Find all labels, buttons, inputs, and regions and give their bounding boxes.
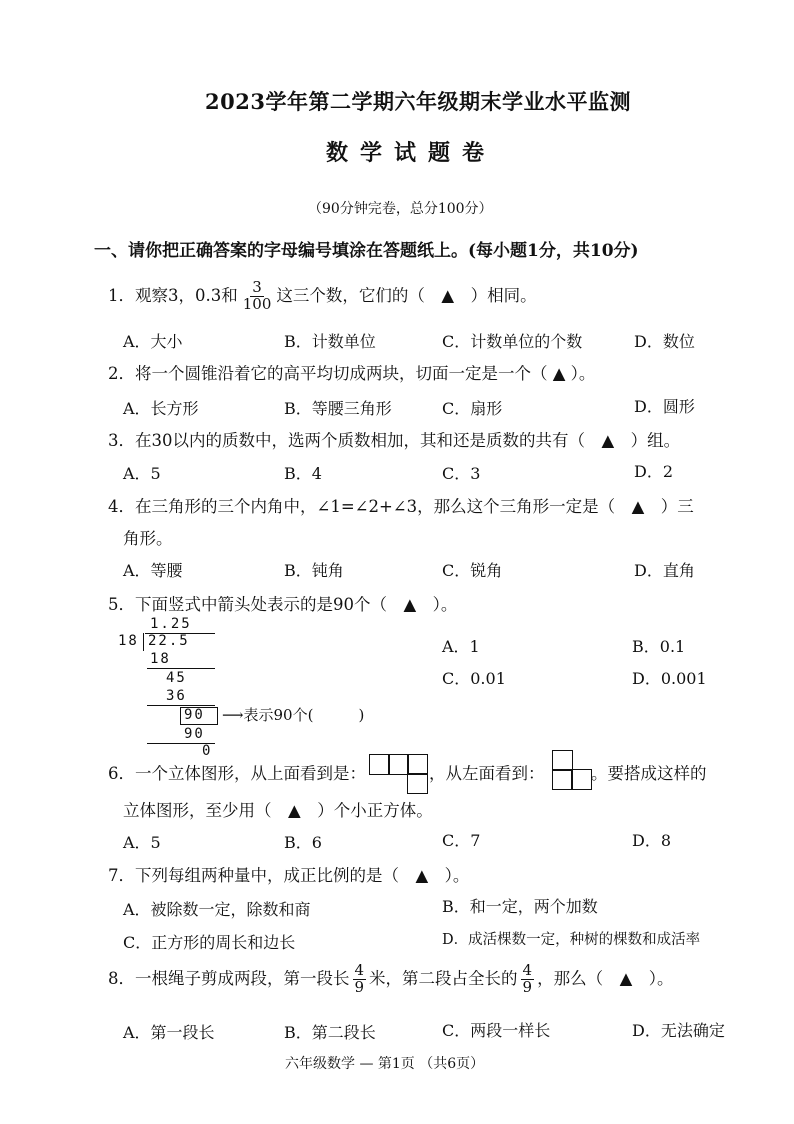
fraction-numerator: 3 <box>252 278 262 296</box>
q2-option-d: D．圆形 <box>634 397 695 416</box>
q7-option-c: C．正方形的周长和边长 <box>123 933 296 952</box>
q5-option-a: A．1 <box>442 637 480 656</box>
question-4: 4．在三角形的三个内角中，∠1=∠2+∠3，那么这个三角形一定是（ ▲ ）三 <box>108 497 694 516</box>
top-view-cell <box>369 754 390 775</box>
question-1-post: 这三个数，它们的（ ▲ ）相同。 <box>276 285 537 305</box>
q7-option-b: B．和一定，两个加数 <box>442 897 598 916</box>
left-view-cell <box>552 750 573 771</box>
q4-option-c: C．锐角 <box>442 561 503 580</box>
division-divisor: 18 <box>118 633 139 649</box>
question-4-line-2: 角形。 <box>123 529 173 548</box>
division-row-1: 18 <box>150 651 171 667</box>
q8-option-b: B．第二段长 <box>284 1023 376 1042</box>
exam-subtitle: 数学试题卷 <box>326 140 497 166</box>
question-5: 5．下面竖式中箭头处表示的是90个（ ▲ ）。 <box>108 595 458 614</box>
question-6-part-a: 6．一个立体图形，从上面看到是： <box>108 764 366 783</box>
page-footer: 六年级数学 — 第1页 （共6页） <box>285 1056 485 1072</box>
fraction-denominator: 9 <box>522 977 533 996</box>
q3-option-c: C．3 <box>442 464 481 483</box>
fraction-denominator: 9 <box>354 977 365 996</box>
arrow-right-icon: ⟶ <box>222 706 244 724</box>
q8-option-c: C．两段一样长 <box>442 1021 551 1040</box>
section-1-heading: 一、请你把正确答案的字母编号填涂在答题纸上。(每小题1分，共10分) <box>94 241 639 261</box>
division-arrow-text: 表示90个( ) <box>243 706 365 724</box>
q3-option-a: A．5 <box>123 464 161 483</box>
division-line-1 <box>147 668 215 669</box>
q7-option-a: A．被除数一定，除数和商 <box>123 900 311 919</box>
q6-option-d: D．8 <box>632 831 672 850</box>
question-1-pre: 1．观察3，0.3和 <box>108 285 238 305</box>
question-6-part-c: 。要搭成这样的 <box>591 764 707 783</box>
division-quotient: 1.25 <box>150 616 192 632</box>
q4-option-a: A．等腰 <box>123 561 183 580</box>
division-line-2 <box>147 705 215 706</box>
left-view-cell <box>571 769 592 790</box>
q2-option-a: A．长方形 <box>123 399 199 418</box>
fraction-3-over-100 <box>241 280 274 313</box>
q4-option-b: B．钝角 <box>284 561 344 580</box>
question-6-line-2: 立体图形，至少用（ ▲ ）个小正方体。 <box>123 801 433 820</box>
question-6-part-b: ，从左面看到： <box>429 764 545 783</box>
q2-option-c: C．扇形 <box>442 399 503 418</box>
fraction-4-over-9 <box>521 963 535 996</box>
q6-option-c: C．7 <box>442 831 481 850</box>
exam-time-note: （90分钟完卷，总分100分） <box>308 201 493 217</box>
question-3: 3．在30以内的质数中，选两个质数相加，其和还是质数的共有（ ▲ ）组。 <box>108 431 681 450</box>
q1-option-b: B．计数单位 <box>284 332 376 351</box>
top-view-cell <box>407 773 428 794</box>
question-8-mid: 米，第二段占全长的 <box>369 968 518 988</box>
question-7: 7．下列每组两种量中，成正比例的是（ ▲ ）。 <box>108 866 470 885</box>
division-row-2: 45 <box>166 670 187 686</box>
division-bracket <box>143 633 144 651</box>
question-8-pre: 8．一根绳子剪成两段，第一段长 <box>108 968 350 988</box>
q4-option-d: D．直角 <box>634 561 695 580</box>
question-8 <box>108 963 674 996</box>
division-row-4: 90 <box>184 707 205 723</box>
fraction-4-over-9 <box>353 963 367 996</box>
q6-option-b: B．6 <box>284 833 322 852</box>
top-view-cell <box>407 754 428 775</box>
exam-title: 2023学年第二学期六年级期末学业水平监测 <box>205 89 631 114</box>
division-dividend: 22.5 <box>148 633 190 649</box>
q3-option-b: B．4 <box>284 464 322 483</box>
q8-option-a: A．第一段长 <box>123 1023 215 1042</box>
q8-option-d: D．无法确定 <box>632 1021 725 1040</box>
q3-option-d: D．2 <box>634 462 674 481</box>
division-row-6: 0 <box>202 743 213 759</box>
q7-option-d: D．成活棵数一定，种树的棵数和成活率 <box>442 932 701 948</box>
division-row-5: 90 <box>184 726 205 742</box>
question-2: 2．将一个圆锥沿着它的高平均切成两块，切面一定是一个（ ▲ ）。 <box>108 364 596 383</box>
q5-option-b: B．0.1 <box>632 637 686 656</box>
question-8-post: ，那么（ ▲ ）。 <box>537 968 674 988</box>
q6-option-a: A．5 <box>123 833 161 852</box>
q2-option-b: B．等腰三角形 <box>284 399 392 418</box>
q1-option-c: C．计数单位的个数 <box>442 332 583 351</box>
left-view-cell <box>552 769 573 790</box>
question-1 <box>108 280 537 313</box>
q1-option-d: D．数位 <box>634 332 695 351</box>
fraction-denominator: 100 <box>242 294 272 313</box>
q5-option-c: C．0.01 <box>442 669 506 688</box>
fraction-numerator: 4 <box>354 961 365 979</box>
q5-option-d: D．0.001 <box>632 669 707 688</box>
division-arrow-note <box>222 704 364 725</box>
fraction-numerator: 4 <box>522 961 533 979</box>
top-view-cell <box>388 754 409 775</box>
division-row-3: 36 <box>166 688 187 704</box>
q1-option-a: A．大小 <box>123 332 183 351</box>
